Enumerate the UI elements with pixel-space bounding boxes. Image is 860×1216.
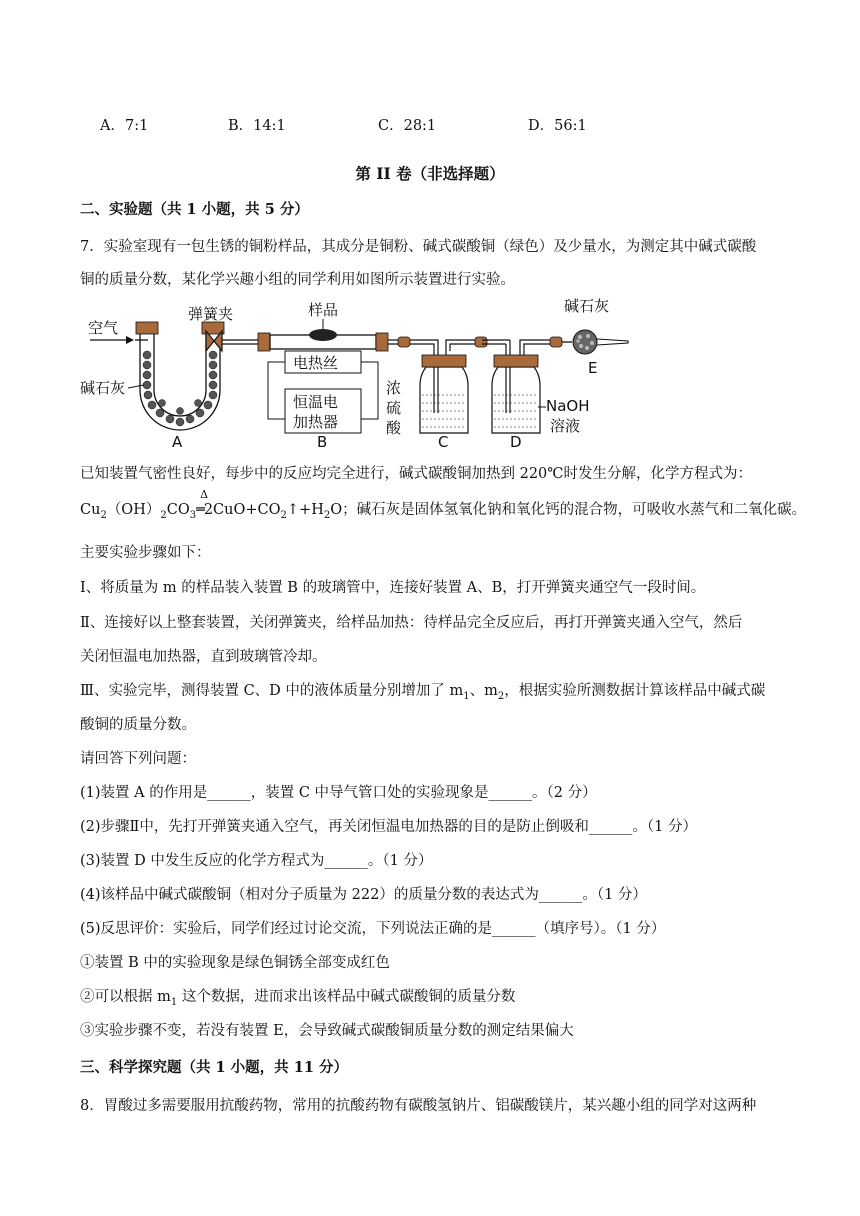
option-3: ③实验步骤不变，若没有装置 E，会导致碱式碳酸铜质量分数的测定结果偏大 [80, 1023, 574, 1039]
label-b: B [317, 433, 328, 451]
label-soda-lime-left: 碱石灰 [80, 379, 126, 397]
equation-line: $Cu_2(OH)_2CO_3$ Δ $═2CuO+CO_2↑+H_2O$；碱石灰是固体氢氧化钠和氧化钙的混合物，可吸收水蒸气和二氧化碳。 [80, 488, 807, 521]
label-acid-3: 酸 [386, 419, 402, 437]
label-soda-lime-top: 碱石灰 [564, 297, 610, 315]
label-acid-2: 硫 [386, 399, 402, 417]
section3-heading: 三、科学探究题（共 1 小题，共 11 分） [80, 1059, 348, 1076]
step2-line1: Ⅱ、连接好以上整套装置，关闭弹簧夹，给样品加热：待样品完全反应后，再打开弹簧夹通入空气，然后 [80, 615, 743, 631]
choice-a: A．7:1 [100, 118, 149, 134]
label-naoh-2: 溶液 [550, 417, 581, 435]
question-5: (5)反思评价：实验后，同学们经过讨论交流，下列说法正确的是______（填序号）。（1 分） [80, 921, 666, 937]
step3-line1: Ⅲ、实验完毕，测得装置 C、D 中的液体质量分别增加了 $m_1$、$m_2$，根据实验所测数据计算该样品中碱式碳 [80, 683, 766, 702]
label-acid-1: 浓 [386, 379, 402, 397]
label-air: 空气 [88, 319, 119, 337]
section2-heading: 二、实验题（共 1 小题，共 5 分） [80, 201, 309, 218]
choice-d: D．56:1 [528, 118, 587, 134]
label-naoh-1: NaOH [546, 397, 590, 415]
steps-heading: 主要实验步骤如下： [80, 545, 211, 561]
label-d: D [510, 433, 522, 451]
label-e: E [588, 359, 598, 377]
label-heater-box-2: 加热器 [293, 413, 339, 431]
label-a: A [172, 433, 183, 451]
apparatus-diagram [80, 295, 640, 455]
question-4: (4)该样品中碱式碳酸铜（相对分子质量为 222）的质量分数的表达式为______。（1 分） [80, 887, 647, 903]
step1: Ⅰ、将质量为 m 的样品装入装置 B 的玻璃管中，连接好装置 A、B，打开弹簧夹通空气一段时间。 [80, 580, 706, 596]
known-line1: 已知装置气密性良好，每步中的反应均完全进行，碱式碳酸铜加热到 220℃时发生分解，化学方程式为： [80, 466, 753, 482]
label-clamp: 弹簧夹 [188, 305, 234, 323]
option-1: ①装置 B 中的实验现象是绿色铜锈全部变成红色 [80, 955, 390, 971]
label-sample: 样品 [308, 301, 339, 319]
part2-title: 第 II 卷（非选择题） [355, 164, 505, 183]
q7-line1: 7．实验室现有一包生锈的铜粉样品，其成分是铜粉、碱式碳酸铜（绿色）及少量水，为测定其中碱式碳酸 [80, 239, 757, 255]
q7-line2: 铜的质量分数，某化学兴趣小组的同学利用如图所示装置进行实验。 [80, 272, 515, 288]
choice-c: C．28:1 [378, 118, 437, 134]
option-2: ②可以根据 $m_1$ 这个数据，进而求出该样品中碱式碳酸铜的质量分数 [80, 989, 516, 1008]
question-2: (2)步骤Ⅱ中，先打开弹簧夹通入空气，再关闭恒温电加热器的目的是防止倒吸和______。（1 分） [80, 819, 697, 835]
heat-sign: Δ ═ [196, 488, 209, 518]
step2-line2: 关闭恒温电加热器，直到玻璃管冷却。 [80, 649, 327, 665]
choice-b: B．14:1 [228, 118, 286, 134]
question-3: (3)装置 D 中发生反应的化学方程式为______。（1 分） [80, 853, 433, 869]
answer-heading: 请回答下列问题： [80, 751, 196, 767]
q8-line1: 8．胃酸过多需要服用抗酸药物，常用的抗酸药物有碳酸氢钠片、铝碳酸镁片，某兴趣小组的同学对这两种 [80, 1098, 757, 1114]
label-c: C [438, 433, 449, 451]
label-heater-box-1: 恒温电 [293, 393, 339, 411]
label-heater-wire: 电热丝 [293, 354, 339, 372]
step3-line2: 酸铜的质量分数。 [80, 717, 196, 733]
question-1: (1)装置 A 的作用是______，装置 C 中导气管口处的实验现象是______。（2 分） [80, 785, 597, 801]
